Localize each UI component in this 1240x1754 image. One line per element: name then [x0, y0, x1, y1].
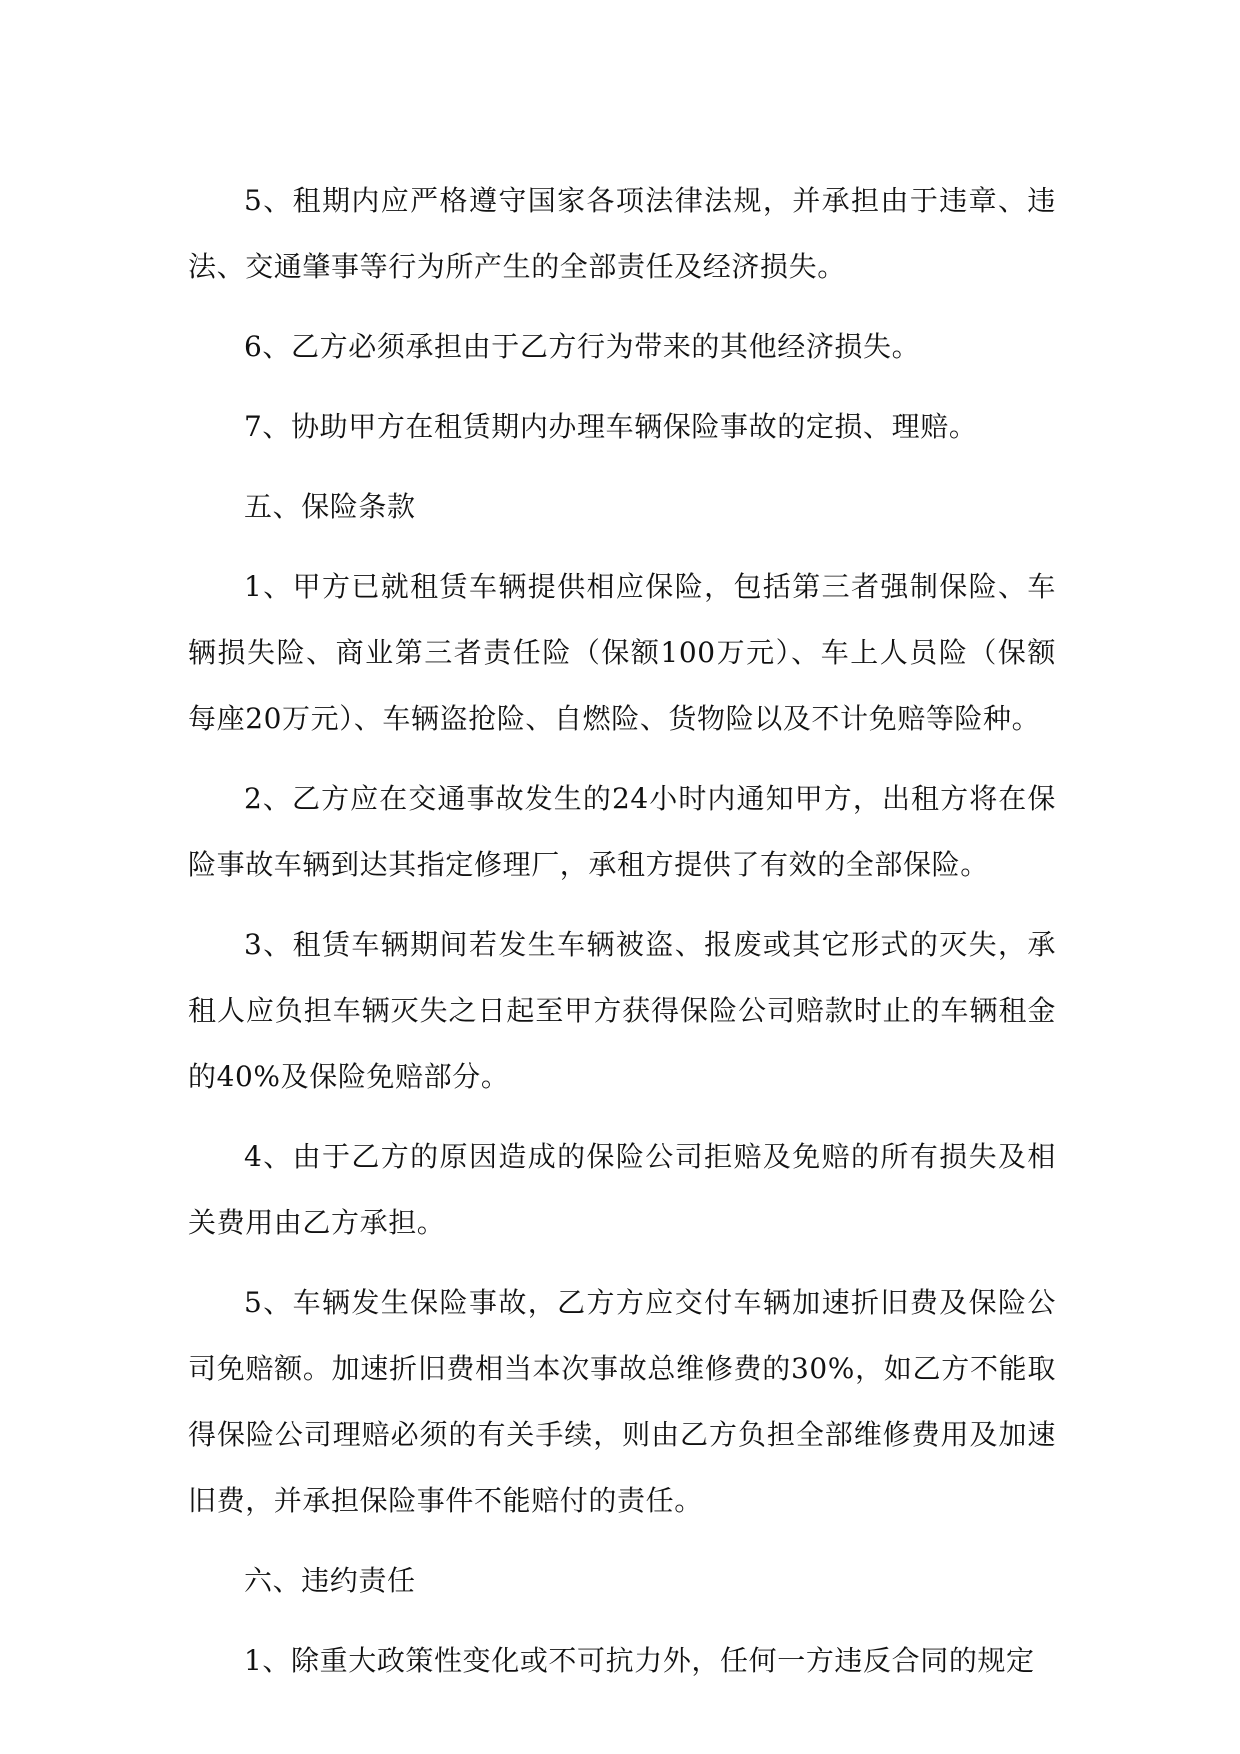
clause-breach-1: 1、除重大政策性变化或不可抗力外，任何一方违反合同的规定: [244, 1644, 1035, 1677]
clause-lessee-obligation-6: 6、乙方必须承担由于乙方行为带来的其他经济损失。: [244, 330, 921, 363]
clause-insurance-5: 5、车辆发生保险事故，乙方方应交付车辆加速折旧费及保险公司免赔额。加速折旧费相当本次事故总维修费的30%，如乙方不能取得保险公司理赔必须的有关手续，则由乙方负担全部维修费用及加速旧费，并承担保险事件不能赔付的责任。: [188, 1286, 1056, 1517]
clause-insurance-1: 1、甲方已就租赁车辆提供相应保险，包括第三者强制保险、车辆损失险、商业第三者责任险（保额100万元）、车上人员险（保额每座20万元）、车辆盗抢险、自燃险、货物险以及不计免赔等险种。: [188, 570, 1056, 735]
clause-insurance-3: 3、租赁车辆期间若发生车辆被盗、报废或其它形式的灭失，承租人应负担车辆灭失之日起至甲方获得保险公司赔款时止的车辆租金的40%及保险免赔部分。: [188, 928, 1056, 1093]
clause-insurance-4: 4、由于乙方的原因造成的保险公司拒赔及免赔的所有损失及相关费用由乙方承担。: [188, 1140, 1056, 1239]
clause-lessee-obligation-5: 5、租期内应严格遵守国家各项法律法规，并承担由于违章、违法、交通肇事等行为所产生的全部责任及经济损失。: [188, 184, 1056, 283]
document-body: [188, 168, 1056, 1708]
clause-insurance-2: 2、乙方应在交通事故发生的24小时内通知甲方，出租方将在保险事故车辆到达其指定修理厂，承租方提供了有效的全部保险。: [188, 782, 1056, 881]
section-heading-breach-liability: 六、违约责任: [244, 1564, 416, 1597]
clause-lessee-obligation-7: 7、协助甲方在租赁期内办理车辆保险事故的定损、理赔。: [244, 410, 978, 443]
section-heading-insurance: 五、保险条款: [244, 490, 416, 523]
